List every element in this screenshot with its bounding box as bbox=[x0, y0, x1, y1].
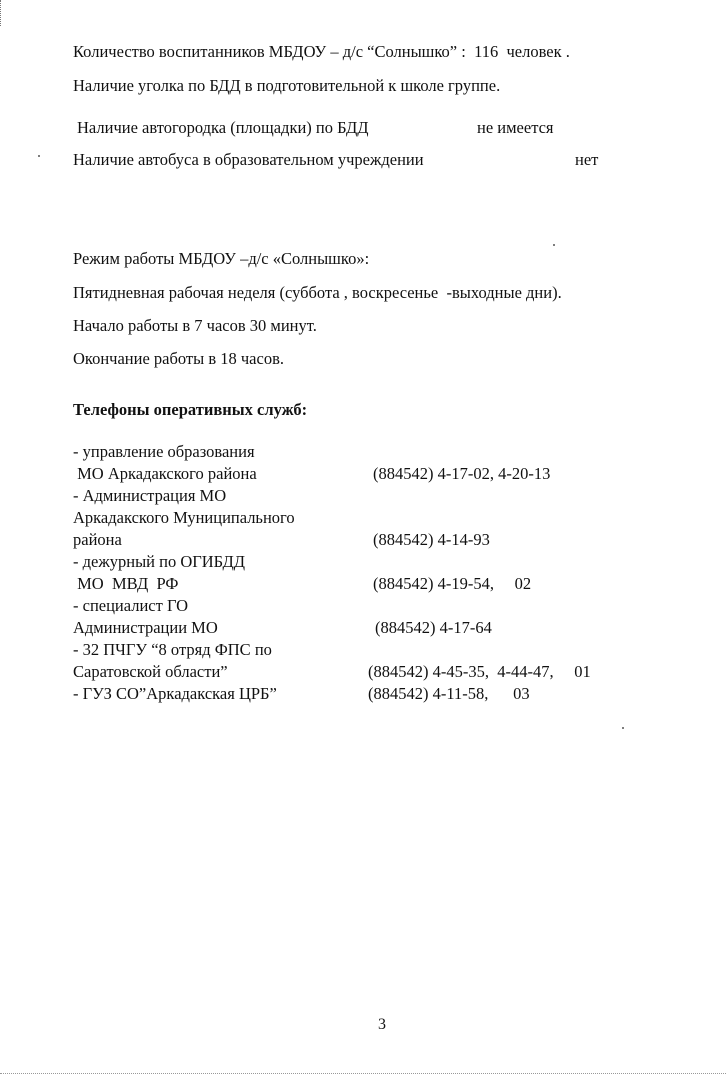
phone-row-value: (884542) 4-17-02, 4-20-13 bbox=[373, 464, 551, 483]
phone-row-label: - 32 ПЧГУ “8 отряд ФПС по bbox=[73, 640, 272, 659]
pupils-count-line: Количество воспитанников МБДОУ – д/с “Солнышко” : 116 человек . bbox=[73, 42, 570, 61]
scan-speck bbox=[38, 155, 40, 157]
phone-row-label: МО МВД РФ bbox=[73, 574, 179, 593]
autotown-value: не имеется bbox=[477, 118, 554, 137]
schedule-title: Режим работы МБДОУ –д/с «Солнышко»: bbox=[73, 249, 370, 268]
phones-heading: Телефоны оперативных служб: bbox=[73, 400, 308, 419]
bus-value: нет bbox=[575, 150, 599, 169]
phone-row-label: - дежурный по ОГИБДД bbox=[73, 552, 246, 571]
schedule-start: Начало работы в 7 часов 30 минут. bbox=[73, 316, 317, 335]
scan-speck bbox=[553, 244, 555, 246]
traffic-corner-line: Наличие уголка по БДД в подготовительной к школе группе. bbox=[73, 76, 501, 95]
scan-speck bbox=[622, 727, 624, 729]
scan-bottom-edge bbox=[0, 1073, 726, 1074]
phone-row-label: Администрации МО bbox=[73, 618, 218, 637]
autotown-label: Наличие автогородка (площадки) по БДД bbox=[77, 118, 369, 137]
bus-label: Наличие автобуса в образовательном учреждении bbox=[73, 150, 424, 169]
phone-row-label: - ГУЗ СО”Аркадакская ЦРБ” bbox=[73, 684, 277, 703]
phone-row-label: Саратовской области” bbox=[73, 662, 228, 681]
page-number: 3 bbox=[378, 1016, 386, 1033]
phone-row-label: - специалист ГО bbox=[73, 596, 188, 615]
phone-row-label: - управление образования bbox=[73, 442, 255, 461]
phone-row-label: района bbox=[73, 530, 122, 549]
schedule-end: Окончание работы в 18 часов. bbox=[73, 349, 284, 368]
phone-row-label: МО Аркадакского района bbox=[73, 464, 257, 483]
schedule-week: Пятидневная рабочая неделя (суббота , воскресенье -выходные дни). bbox=[73, 283, 562, 302]
phone-row-value: (884542) 4-11-58, 03 bbox=[368, 684, 530, 703]
phone-row-value: (884542) 4-17-64 bbox=[375, 618, 492, 637]
phone-row-value: (884542) 4-45-35, 4-44-47, 01 bbox=[368, 662, 591, 681]
phone-row-value: (884542) 4-14-93 bbox=[373, 530, 490, 549]
phone-row-label: Аркадакского Муниципального bbox=[73, 508, 295, 527]
phone-row-label: - Администрация МО bbox=[73, 486, 227, 505]
phone-row-value: (884542) 4-19-54, 02 bbox=[373, 574, 532, 593]
scan-edge-mark bbox=[0, 0, 5, 26]
